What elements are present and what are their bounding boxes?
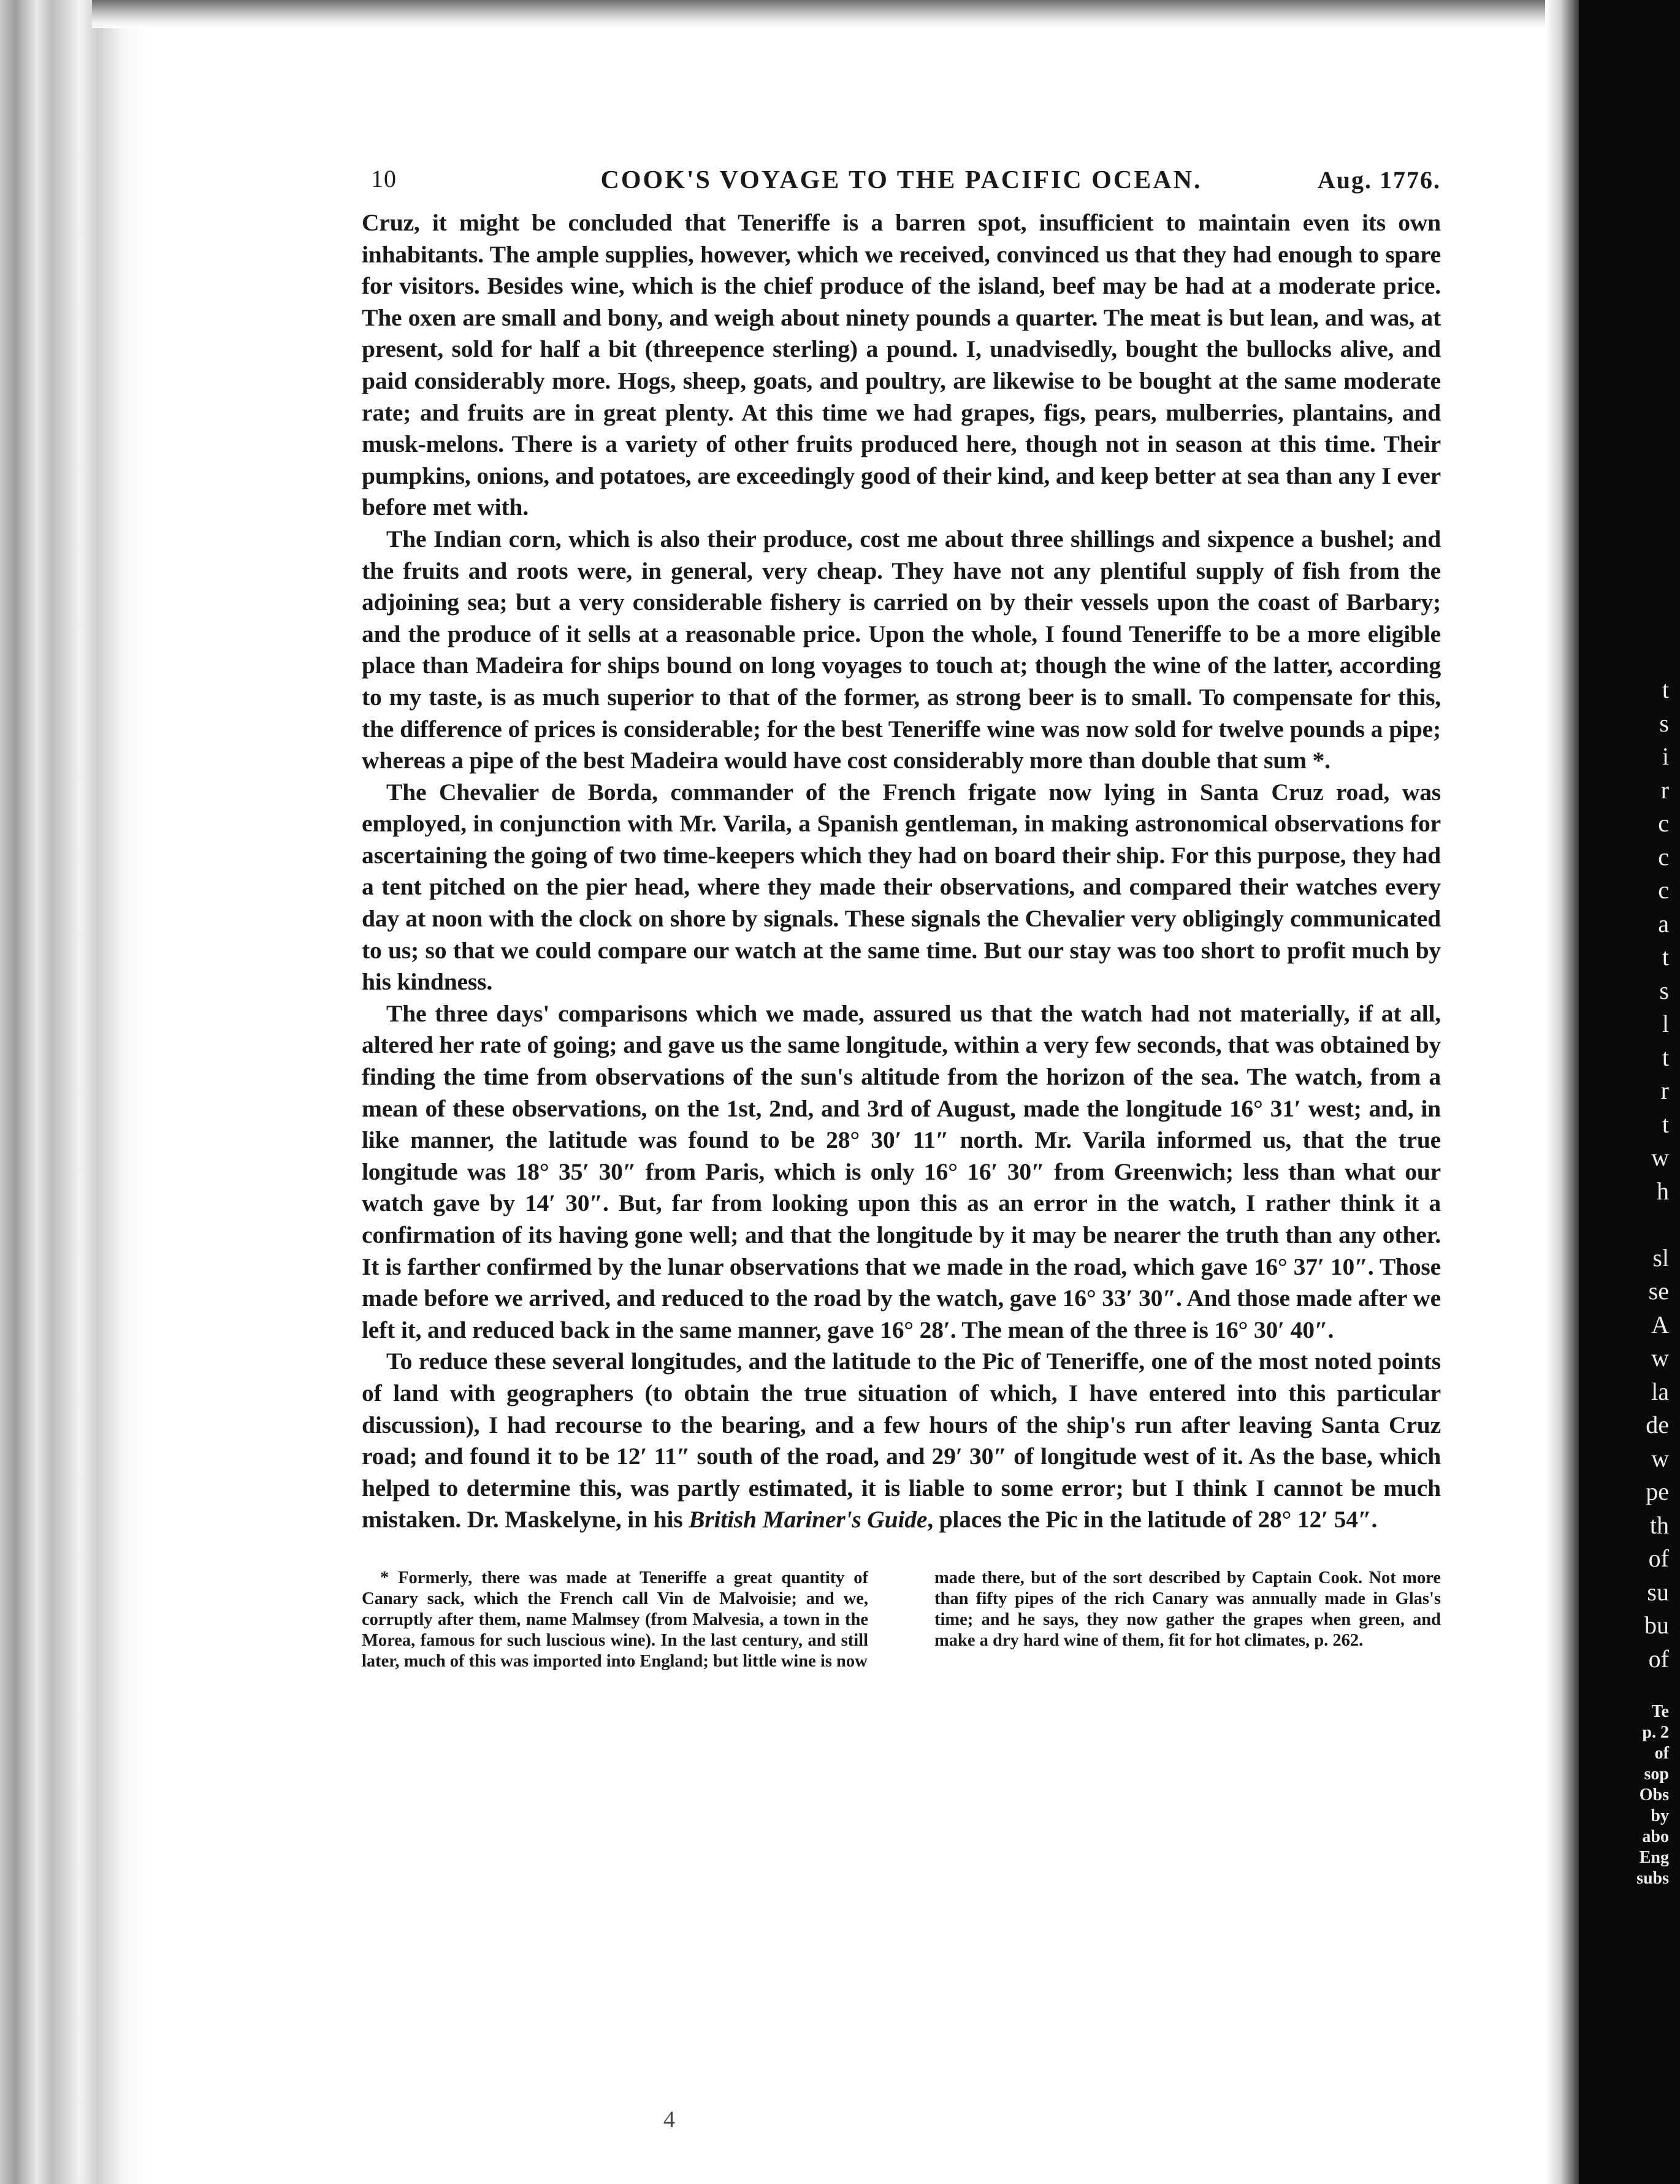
adjacent-page-note-fragment: Eng [1639, 1848, 1669, 1867]
page-number: 10 [371, 165, 397, 193]
adjacent-page-fragment: t [1662, 943, 1669, 971]
adjacent-page-fragment: c [1658, 842, 1669, 871]
paragraph: The Indian corn, which is also their produce, cost me about three shillings and sixpence a bushel; and the fruits and roots were, in general, very cheap. They have not any plentiful supply of fish from the adjoining sea; but a very considerable fishery is carried on by their vessels upon the coast of Barbary; and the produce of it sells at a reasonable price. Upon the whole, I found Teneriffe to be a more eligible place than Madeira for ships bound on long voyages to touch at; though the wine of the latter, according to my taste, is as much superior to that of the former, as strong beer is to small. To compensate for this, the difference of prices is considerable; for the best Teneriffe wine was now sold for twelve pounds a pipe; whereas a pipe of the best Madeira would have cost considerably more than double that sum *. [362, 525, 1441, 774]
footnote-text: * Formerly, there was made at Teneriffe a great quantity of Canary sack, which the French call Vin de Malvoisie; and we, corruptly after them, name Malmsey (from Malvesia, a town in the Morea, famous for such luscious wine). In the last century, and still later, much of this was imported into England; but little wine is now [362, 1568, 868, 1671]
adjacent-page-note-fragment: p. 2 [1642, 1723, 1669, 1742]
adjacent-page-fragment: t [1662, 676, 1669, 703]
footnote-column-right [934, 1568, 1441, 1672]
scan-top-shadow [92, 0, 1576, 28]
adjacent-page-fragment: A [1651, 1310, 1669, 1338]
adjacent-page-note-fragment: of [1654, 1744, 1669, 1763]
adjacent-page-fragment: i [1662, 743, 1669, 770]
book-title-italic: British Mariner's Guide [689, 1506, 928, 1533]
adjacent-page-fragment: th [1649, 1511, 1669, 1539]
adjacent-page-fragment: de [1646, 1411, 1669, 1438]
adjacent-page-fragment: a [1658, 909, 1669, 937]
adjacent-page-note-fragment: subs [1636, 1869, 1669, 1888]
adjacent-page-fragment: pe [1646, 1478, 1669, 1505]
book-page [362, 164, 1441, 1672]
adjacent-page-fragment: la [1651, 1377, 1669, 1405]
page-gutter [1545, 0, 1579, 2184]
running-title: COOK'S VOYAGE TO THE PACIFIC OCEAN. [600, 166, 1202, 194]
paragraph-text: To reduce these several longitudes, and the latitude to the Pic of Teneriffe, one of the most noted points of land with geographers (to obtain the true situation of which, I have entered into this particular discussion), I had recourse to the bearing, and a few hours of the ship's run after leaving Santa Cruz road; and found it to be 12′ 11″ south of the road, and 29′ 30″ of longitude west of it. As the base, which helped to determine this, was partly estimated, it is liable to some error; but I think I cannot be much mistaken. Dr. Maskelyne, in his [362, 1348, 1441, 1533]
adjacent-page-fragment: of [1648, 1644, 1669, 1673]
footnotes [362, 1568, 1441, 1672]
adjacent-page-fragment: l [1662, 1010, 1669, 1037]
adjacent-page-note-fragment: sop [1644, 1765, 1669, 1784]
adjacent-page-fragment: w [1651, 1344, 1669, 1372]
running-head [362, 164, 1441, 207]
signature-mark: 4 [663, 2107, 675, 2132]
running-date: Aug. 1776. [1317, 166, 1441, 194]
adjacent-page-fragment: c [1658, 876, 1669, 904]
adjacent-page-fragment: r [1660, 1077, 1669, 1104]
adjacent-page-fragment: w [1651, 1144, 1669, 1171]
adjacent-page-fragment: h [1657, 1177, 1669, 1205]
scan-binding-shadow [0, 0, 153, 2184]
adjacent-page-note-fragment: Obs [1639, 1785, 1669, 1804]
adjacent-page-fragment: w [1651, 1444, 1669, 1472]
adjacent-page-fragment: bu [1644, 1611, 1669, 1639]
paragraph: Cruz, it might be concluded that Teneriffe is a barren spot, insufficient to maintain even its own inhabitants. The ample supplies, however, which we received, convinced us that they had enough to spare for visitors. Besides wine, which is the chief produce of the island, beef may be had at a moderate price. The oxen are small and bony, and weigh about ninety pounds a quarter. The meat is but lean, and was, at present, sold for half a bit (threepence sterling) a pound. I, unadvisedly, bought the bullocks alive, and paid considerably more. Hogs, sheep, goats, and poultry, are likewise to be bought at the same moderate rate; and fruits are in great plenty. At this time we had grapes, figs, pears, mulberries, plantains, and musk-melons. There is a variety of other fruits produced here, though not in season at this time. Their pumpkins, onions, and potatoes, are exceedingly good of their kind, and keep better at sea than any I ever before met with. [362, 209, 1441, 521]
adjacent-page-note-fragment: Te [1651, 1702, 1669, 1721]
footnote-column-left [362, 1568, 868, 1672]
body-text [362, 207, 1441, 1536]
adjacent-page-fragment: t [1662, 1043, 1669, 1071]
paragraph-text-tail: , places the Pic in the latitude of 28° 12′ 54″. [927, 1506, 1378, 1533]
paragraph [362, 1346, 1441, 1536]
adjacent-page-fragment: c [1658, 809, 1669, 837]
paragraph: The Chevalier de Borda, commander of the French frigate now lying in Santa Cruz road, was employed, in conjunction with Mr. Varila, a Spanish gentleman, in making astronomical observations for ascertaining the going of two time-keepers which they had on board their ship. For this purpose, they had a tent pitched on the pier head, where they made their observations, and compared their watches every day at noon with the clock on shore by signals. These signals the Chevalier very obligingly communicated to us; so that we could compare our watch at the same time. But our stay was too short to profit much by his kindness. [362, 778, 1441, 996]
adjacent-page-fragment: sl [1652, 1243, 1669, 1272]
adjacent-page-note-fragment: abo [1642, 1827, 1669, 1846]
adjacent-page-fragment: s [1659, 709, 1669, 737]
footnote-text: made there, but of the sort described by Captain Cook. Not more than fifty pipes of the rich Canary was annually made in Glas's time; and he says, they now gather the grapes when green, and make a dry hard wine of them, fit for hot climates, p. 262. [934, 1568, 1441, 1650]
adjacent-page-fragment: se [1648, 1277, 1669, 1305]
adjacent-page-fragment: t [1662, 1110, 1669, 1138]
adjacent-page-edge [1579, 0, 1680, 2184]
adjacent-page-fragment: su [1647, 1578, 1669, 1606]
adjacent-page-fragment: s [1659, 976, 1669, 1004]
paragraph: The three days' comparisons which we made, assured us that the watch had not materially, if at all, altered her rate of going; and gave us the same longitude, within a very few seconds, that was obtained by finding the time from observations of the sun's altitude from the horizon of the sea. The watch, from a mean of these observations, on the 1st, 2nd, and 3rd of August, made the longitude 16° 31′ west; and, in like manner, the latitude was found to be 28° 30′ 11″ north. Mr. Varila informed us, that the true longitude was 18° 35′ 30″ from Paris, which is only 16° 16′ 30″ from Greenwich; less than what our watch gave by 14′ 30″. But, far from looking upon this as an error in the watch, I rather think it a confirmation of its having gone well; and that the longitude by it may be nearer the truth than any other. It is farther confirmed by the lunar observations that we made in the road, which gave 16° 37′ 10″. Those made before we arrived, and reduced to the road by the watch, gave 16° 33′ 30″. And those made after we left it, and reduced back in the same manner, gave 16° 28′. The mean of the three is 16° 30′ 40″. [362, 999, 1441, 1343]
adjacent-page-fragment: r [1660, 776, 1669, 804]
adjacent-page-fragment: of [1648, 1544, 1669, 1572]
adjacent-page-note-fragment: by [1651, 1806, 1669, 1825]
